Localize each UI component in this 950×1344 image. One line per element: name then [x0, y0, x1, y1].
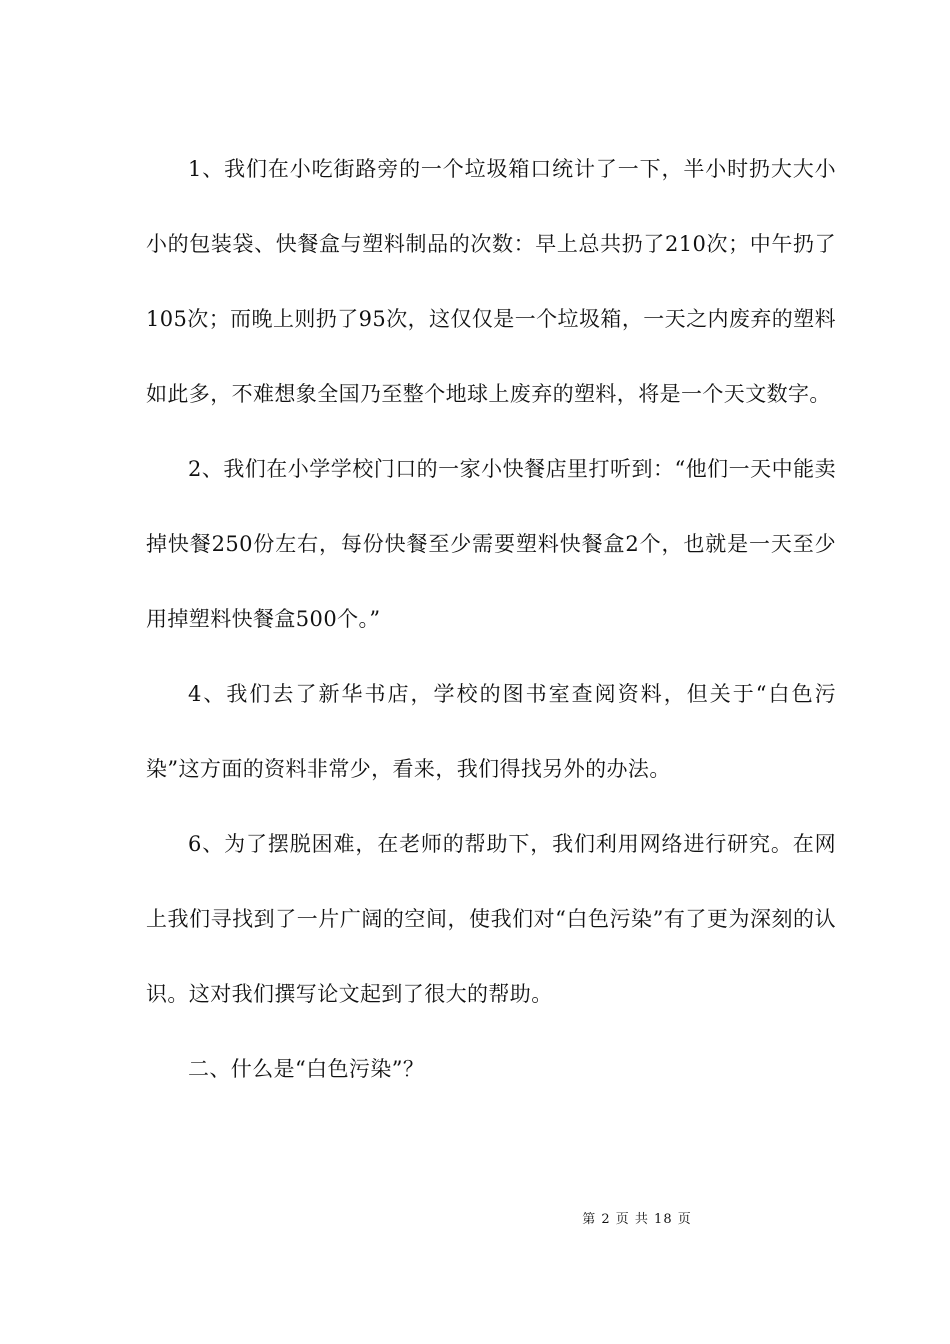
paragraph-item-4: 4、我们去了新华书店，学校的图书室查阅资料，但关于“白色污染”这方面的资料非常少，看来，我们得找另外的办法。: [146, 682, 836, 781]
paragraph-item-2: 2、我们在小学学校门口的一家小快餐店里打听到：“他们一天中能卖掉快餐250份左右，每份快餐至少需要塑料快餐盒2个，也就是一天至少用掉塑料快餐盒500个。”: [146, 457, 836, 631]
document-body: [146, 132, 836, 1107]
page-number-footer: 第 2 页 共 18 页: [582, 1212, 692, 1227]
paragraph-item-1: 1、我们在小吃街路旁的一个垃圾箱口统计了一下，半小时扔大大小小的包装袋、快餐盒与塑料制品的次数：早上总共扔了210次；中午扔了105次；而晚上则扔了95次，这仅仅是一个垃圾箱，一天之内废弃的塑料如此多，不难想象全国乃至整个地球上废弃的塑料，将是一个天文数字。: [146, 157, 836, 406]
paragraph-item-6: 6、为了摆脱困难，在老师的帮助下，我们利用网络进行研究。在网上我们寻找到了一片广阔的空间，使我们对“白色污染”有了更为深刻的认识。这对我们撰写论文起到了很大的帮助。: [146, 832, 836, 1006]
section-heading-2: 二、什么是“白色污染”？: [188, 1057, 425, 1081]
